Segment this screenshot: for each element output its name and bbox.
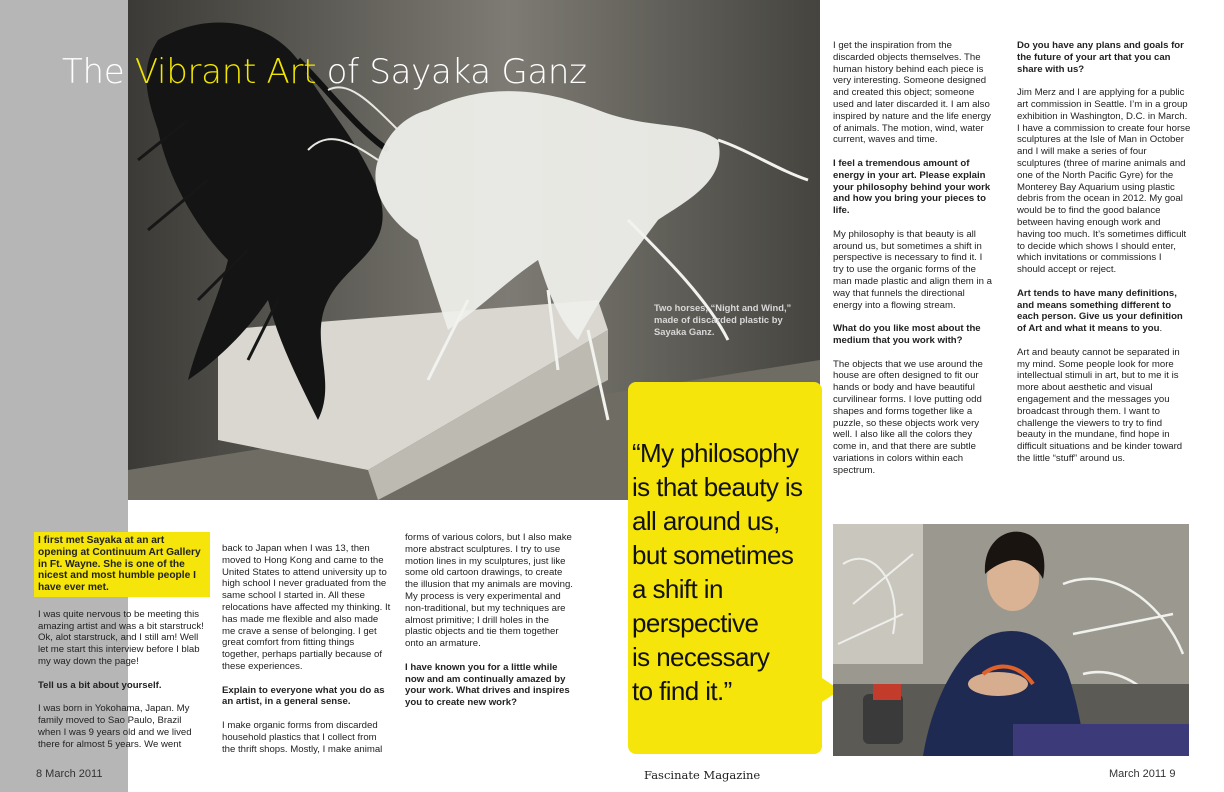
paragraph: back to Japan when I was 13, then moved to Hong Kong and came to the United States to attend university up to high school I never graduated from the same school I started in. All these relocations have affected my thinking. It has made me flexible and also made me crave a sense of belonging. I get great comfort from fitting things together, perhaps partially because of these experiences.: [222, 543, 391, 672]
paragraph: forms of various colors, but I also make more abstract sculptures. I try to use motion lines in my sculptures, just like some old cartoon drawings, to create the illusion that my animals are moving. My process is very experimental and non-traditional, but my techniques are almost primitive; I drill holes in the plastic objects and tie them together onto an armature.: [405, 532, 573, 650]
footer-left-page-number: 8 March 2011: [36, 768, 103, 780]
question: Do you have any plans and goals for the future of your art that you can share with us?: [1017, 40, 1184, 75]
column-4: [833, 40, 995, 488]
article-title: The Vibrant Art of Sayaka Ganz: [62, 52, 587, 92]
column-5: [1017, 40, 1191, 476]
column-3: [405, 532, 573, 721]
title-accent: Vibrant Art: [134, 52, 317, 92]
paragraph: I get the inspiration from the discarded objects themselves. The human history behind each piece is very interesting. Someone designed and created this object; someone used and later discarded it. I am also inspired by nature and the life energy of animals. The motion, wind, water current, waves and time.: [833, 40, 991, 146]
lead-paragraph: I first met Sayaka at an art opening at Continuum Art Gallery in Ft. Wayne. She is one of the nicest and most humble people I have ever met.: [34, 532, 210, 597]
paragraph: The objects that we use around the house are often designed to fit our hands or body and have beautiful curvilinear forms. I love putting odd shapes and forms together like a puzzle, so these objects work very well. I also like all the colors they come in, and that there are subtle variations in colors within each spectrum.: [833, 358, 983, 476]
artist-at-work-image: [833, 524, 1189, 756]
column-2: [222, 543, 392, 767]
footer-magazine-name: Fascinate Magazine: [644, 768, 761, 782]
paragraph: Art and beauty cannot be separated in my mind. Some people look for more intellectual stimuli in art, but to me it is more about aesthetic and visual engagement and the messages you broadcast through them. I want to challenge the viewers to try to find beauty in the mundane, find hope in difficult situations and be kinder toward the little “stuff” around us.: [1017, 346, 1183, 464]
pull-quote-box: [628, 382, 822, 754]
column-1: [38, 532, 206, 762]
question: I feel a tremendous amount of energy in your art. Please explain your philosophy behind your work and how you bring your pieces to life.: [833, 157, 991, 217]
artist-photo: [833, 524, 1189, 756]
paragraph: My philosophy is that beauty is all around us, but sometimes a shift in perspective is necessary to find it. I try to use the organic forms of the man made plastic and align them in a way that funnels the directional energy into a flowing stream.: [833, 228, 992, 311]
paragraph: I was born in Yokohama, Japan. My family moved to Sao Paulo, Brazil when I was 9 years old and we lived there for almost 5 years. We went: [38, 703, 192, 750]
question: Tell us a bit about yourself.: [38, 679, 162, 691]
question: Art tends to have many definitions, and means something different to each person. Give us your definition of Art and what it means to you.: [1017, 287, 1183, 335]
question: I have known you for a little while now and am continually amazed by your work. What drives and inspires you to create new work?: [405, 661, 570, 709]
paragraph: I make organic forms from discarded household plastics that I collect from the thrift shops. Mostly, I make animal: [222, 719, 383, 755]
pull-quote: “My philosophy is that beauty is all around us, but sometimes a shift in perspective is necessary to find it.”: [632, 438, 803, 706]
paragraph: Jim Merz and I are applying for a public art commission in Seattle. I’m in a group exhibition in Washington, D.C. in March. I have a commission to create four horse sculptures at the Isle of Man in October and I will make a series of four sculptures (three of marine animals and one of the North Pacific Gyre) for the Monterey Bay Aquarium using plastic debris from the ocean in 2012. My goal would be to find the good balance between having enough work and having too much. It’s sometimes difficult to decide which shows I should enter, which invitations or commissions I should accept or reject.: [1017, 87, 1191, 276]
photo-caption: Two horses, “Night and Wind,” made of discarded plastic by Sayaka Ganz.: [654, 302, 792, 337]
footer-right-page-number: March 2011 9: [1109, 768, 1176, 780]
question: Explain to everyone what you do as an artist, in a general sense.: [222, 684, 385, 708]
paragraph: I was quite nervous to be meeting this amazing artist and was a bit starstruck! Ok, alot starstruck, and I still am! Well let me start this interview before I blab my way down the page!: [38, 608, 204, 667]
question: What do you like most about the medium that you work with?: [833, 323, 981, 346]
